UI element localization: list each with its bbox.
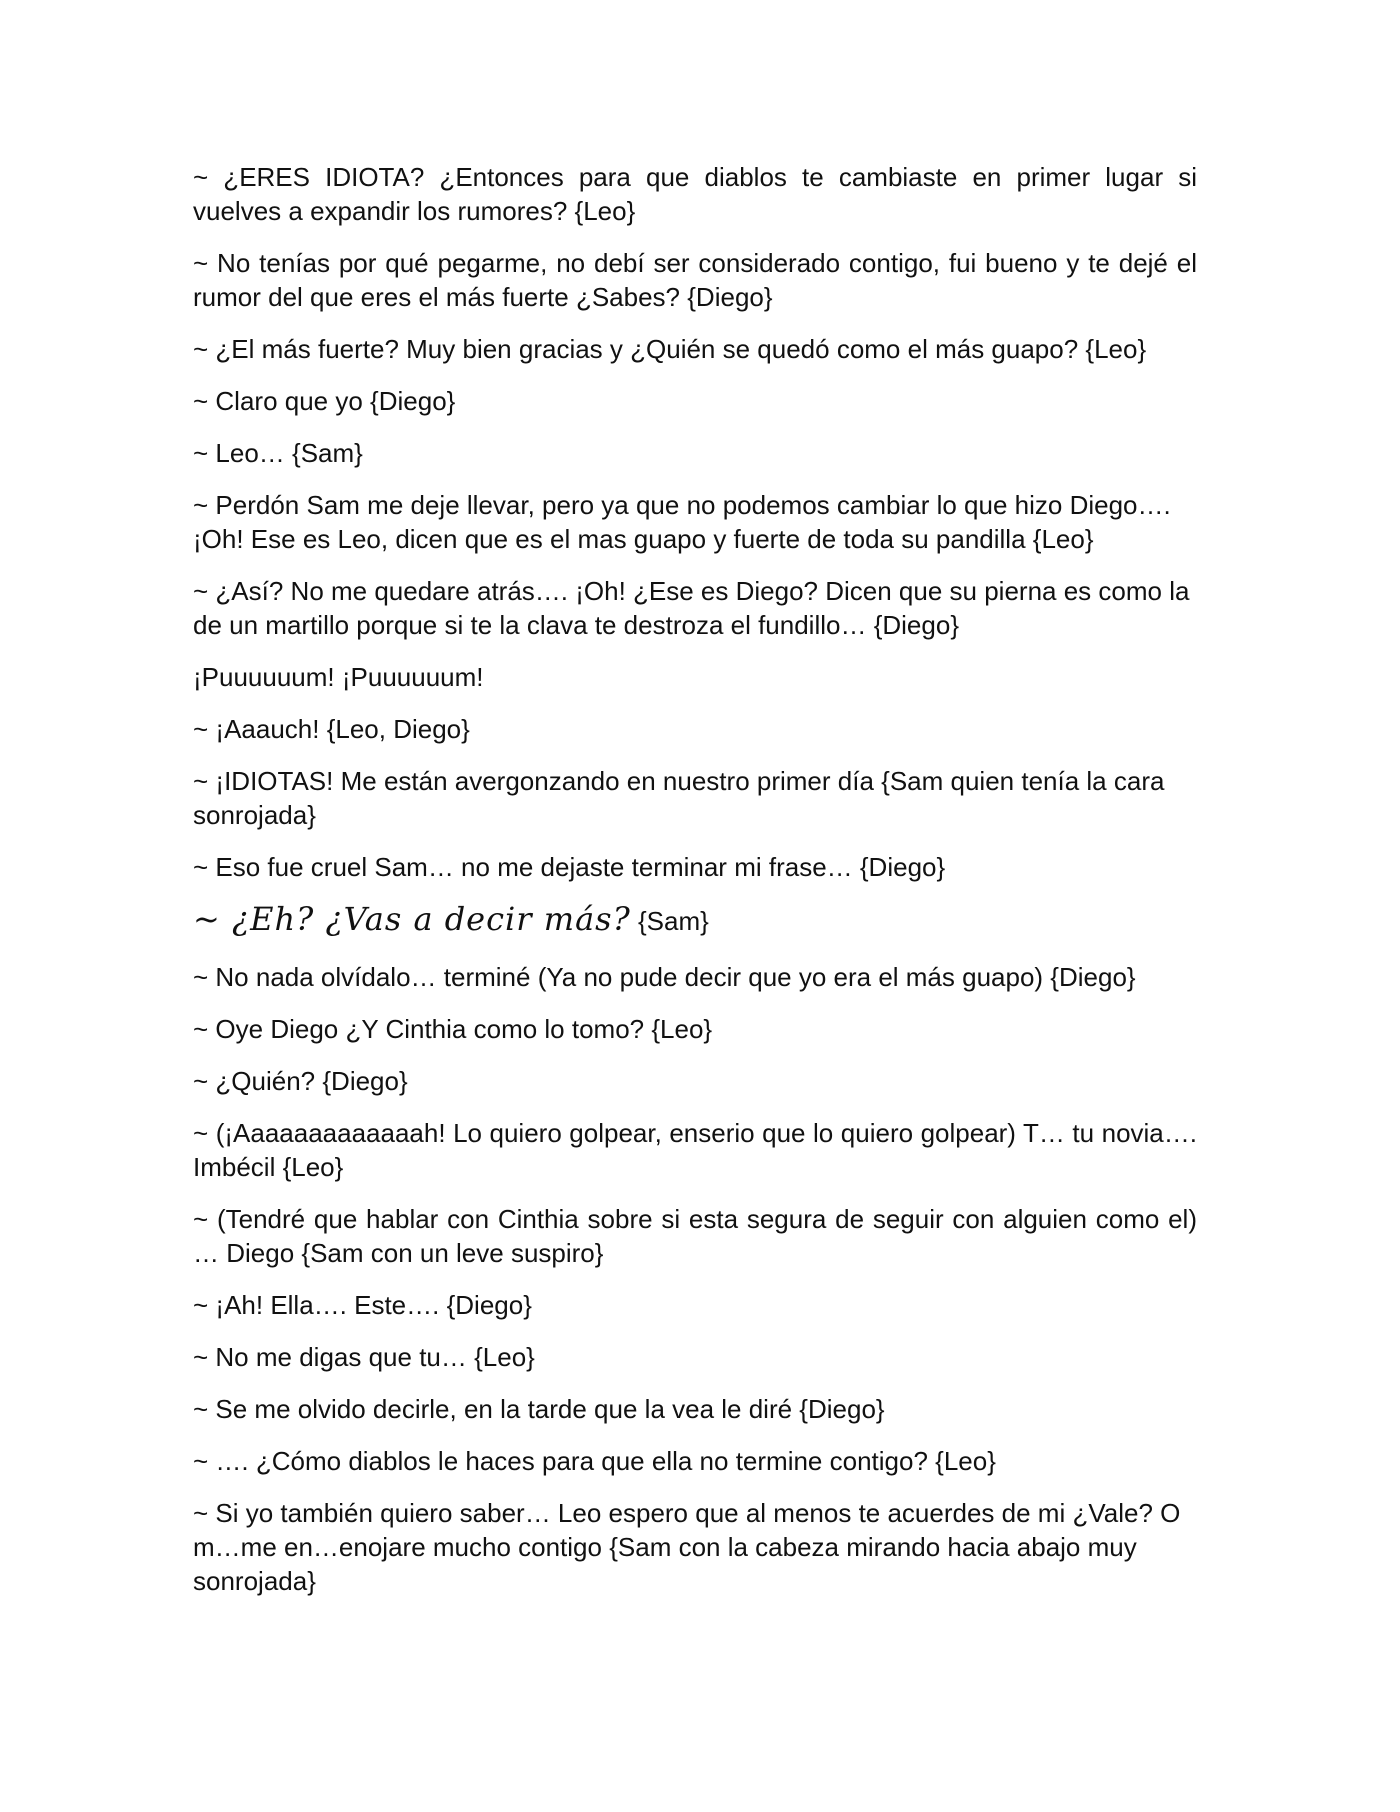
dialogue-line: ~ No tenías por qué pegarme, no debí ser considerado contigo, fui bueno y te dejé el rumor del que eres el más fuerte ¿Sabes? {Diego} [193, 248, 1197, 312]
dialogue-line: ~ No nada olvídalo… terminé (Ya no pude decir que yo era el más guapo) {Diego} [193, 962, 1136, 992]
dialogue-line: ~ …. ¿Cómo diablos le haces para que ella no termine contigo? {Leo} [193, 1446, 996, 1476]
dialogue-line: ~ ¿ERES IDIOTA? ¿Entonces para que diablos te cambiaste en primer lugar si vuelves a expandir los rumores? {Leo} [193, 162, 1197, 226]
document-page [193, 160, 1197, 1616]
dialogue-line: ~ ¿El más fuerte? Muy bien gracias y ¿Quién se quedó como el más guapo? {Leo} [193, 334, 1147, 364]
dialogue-line: ~ ¿Así? No me quedare atrás…. ¡Oh! ¿Ese es Diego? Dicen que su pierna es como la de un martillo porque si te la clava te destroza el fundillo… {Diego} [193, 576, 1190, 640]
dialogue-line: ~ Oye Diego ¿Y Cinthia como lo tomo? {Leo} [193, 1014, 713, 1044]
handwritten-text: ~ ¿Eh? ¿Vas a decir más? [193, 900, 631, 938]
sound-effect-line: ¡Puuuuuum! ¡Puuuuuum! [193, 662, 484, 692]
dialogue-line: ~ ¡Ah! Ella…. Este…. {Diego} [193, 1290, 532, 1320]
dialogue-line: ~ Eso fue cruel Sam… no me dejaste terminar mi frase… {Diego} [193, 852, 946, 882]
dialogue-line: ~ ¿Quién? {Diego} [193, 1066, 408, 1096]
dialogue-line: ~ (¡Aaaaaaaaaaaaah! Lo quiero golpear, enserio que lo quiero golpear) T… tu novia…. Imbécil {Leo} [193, 1118, 1197, 1182]
dialogue-line: ~ (Tendré que hablar con Cinthia sobre si esta segura de seguir con alguien como el) … Diego {Sam con un leve suspiro} [193, 1204, 1197, 1268]
speaker-tag: {Sam} [630, 906, 709, 936]
dialogue-line: ~ Se me olvido decirle, en la tarde que la vea le diré {Diego} [193, 1394, 885, 1424]
dialogue-line: ~ Claro que yo {Diego} [193, 386, 456, 416]
dialogue-line: ~ Leo… {Sam} [193, 438, 363, 468]
handwritten-dialogue-line [193, 902, 1197, 938]
dialogue-line: ~ ¡Aaauch! {Leo, Diego} [193, 714, 470, 744]
dialogue-line: ~ Si yo también quiero saber… Leo espero que al menos te acuerdes de mi ¿Vale? O m…me en…enojare mucho contigo {Sam con la cabeza mirando hacia abajo muy sonrojada} [193, 1498, 1181, 1596]
dialogue-line: ~ Perdón Sam me deje llevar, pero ya que no podemos cambiar lo que hizo Diego…. ¡Oh! Ese es Leo, dicen que es el mas guapo y fuerte de toda su pandilla {Leo} [193, 490, 1171, 554]
dialogue-line: ~ ¡IDIOTAS! Me están avergonzando en nuestro primer día {Sam quien tenía la cara sonrojada} [193, 766, 1165, 830]
dialogue-line: ~ No me digas que tu… {Leo} [193, 1342, 535, 1372]
